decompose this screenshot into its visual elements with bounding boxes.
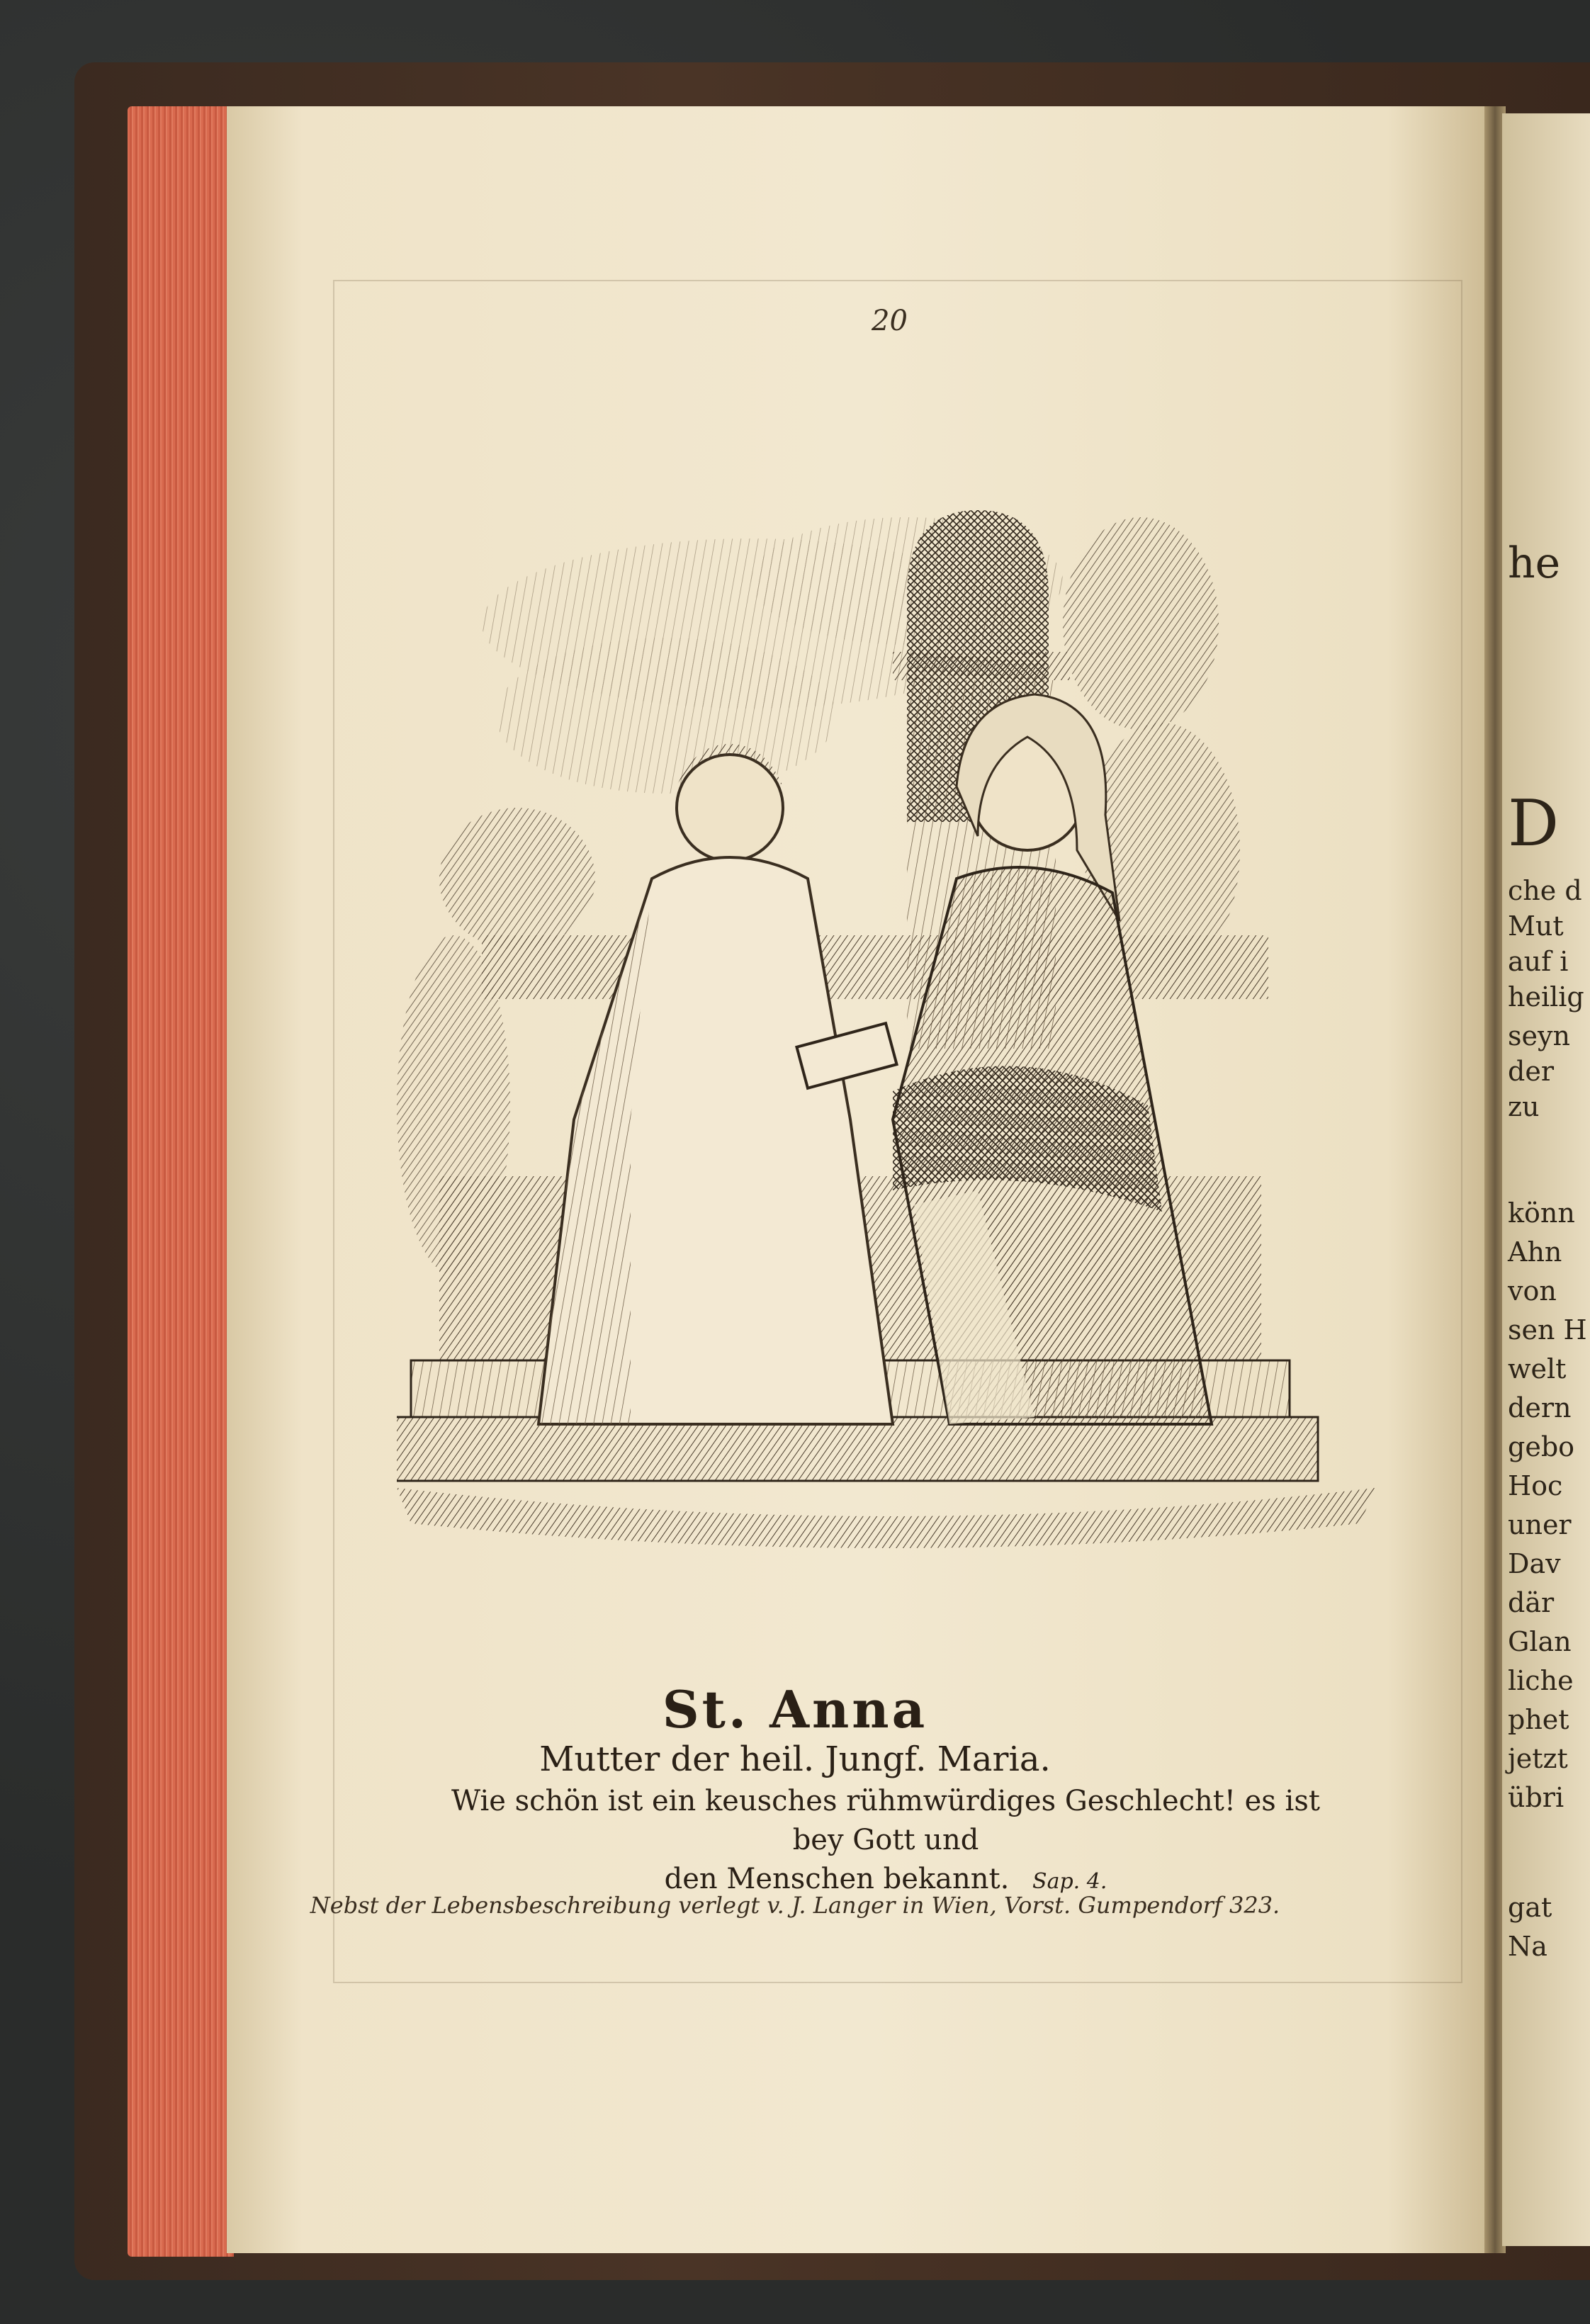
quote-reference: Sap. 4. bbox=[1032, 1869, 1107, 1894]
facing-line: von bbox=[1508, 1275, 1557, 1307]
quote-line-text: den Menschen bekannt. bbox=[664, 1863, 1010, 1895]
facing-line: phet bbox=[1508, 1704, 1569, 1735]
facing-line: Hoc bbox=[1508, 1470, 1563, 1501]
plate-quote bbox=[425, 1782, 1346, 1901]
engraving-illustration bbox=[397, 482, 1417, 1665]
facing-line: D bbox=[1508, 786, 1560, 861]
facing-line: uner bbox=[1508, 1509, 1572, 1540]
publisher-imprint: Nebst der Lebensbeschreibung verlegt v. J. Langer in Wien, Vorst. Gumpendorf 323. bbox=[310, 1892, 1280, 1919]
ground-shadow bbox=[397, 1488, 1375, 1548]
facing-line: che d bbox=[1508, 875, 1582, 906]
quote-line: Wie schön ist ein keusches rühmwürdiges Geschlecht! es ist bey Gott und bbox=[451, 1785, 1320, 1856]
facing-line: jetzt bbox=[1508, 1743, 1568, 1774]
facing-line: übri bbox=[1508, 1782, 1564, 1813]
red-page-edges bbox=[128, 106, 234, 2257]
facing-line: auf i bbox=[1508, 946, 1569, 977]
facing-line: Glan bbox=[1508, 1626, 1572, 1657]
facing-line: Na bbox=[1508, 1931, 1547, 1962]
plate-title: St. Anna bbox=[662, 1679, 928, 1739]
facing-line: gat bbox=[1508, 1892, 1552, 1923]
facing-line: he bbox=[1508, 538, 1561, 588]
facing-line: där bbox=[1508, 1587, 1555, 1618]
facing-line: sen H bbox=[1508, 1314, 1587, 1346]
facing-line: Mut bbox=[1508, 910, 1564, 942]
facing-line: welt bbox=[1508, 1353, 1567, 1384]
facing-line: gebo bbox=[1508, 1431, 1575, 1462]
facing-line: zu bbox=[1508, 1091, 1540, 1122]
facing-line: liche bbox=[1508, 1665, 1574, 1696]
facing-line: könn bbox=[1508, 1197, 1575, 1229]
facing-line: seyn bbox=[1508, 1020, 1570, 1051]
plate-subtitle: Mutter der heil. Jungf. Maria. bbox=[539, 1739, 1051, 1779]
facing-line: Ahn bbox=[1508, 1236, 1562, 1268]
young-mary-figure bbox=[539, 744, 893, 1424]
facing-line: dern bbox=[1508, 1392, 1572, 1423]
facing-page bbox=[1502, 113, 1590, 2246]
page-number: 20 bbox=[872, 305, 908, 337]
facing-line: heilig bbox=[1508, 981, 1584, 1012]
facing-line: der bbox=[1508, 1056, 1554, 1087]
facing-line: Dav bbox=[1508, 1548, 1561, 1579]
